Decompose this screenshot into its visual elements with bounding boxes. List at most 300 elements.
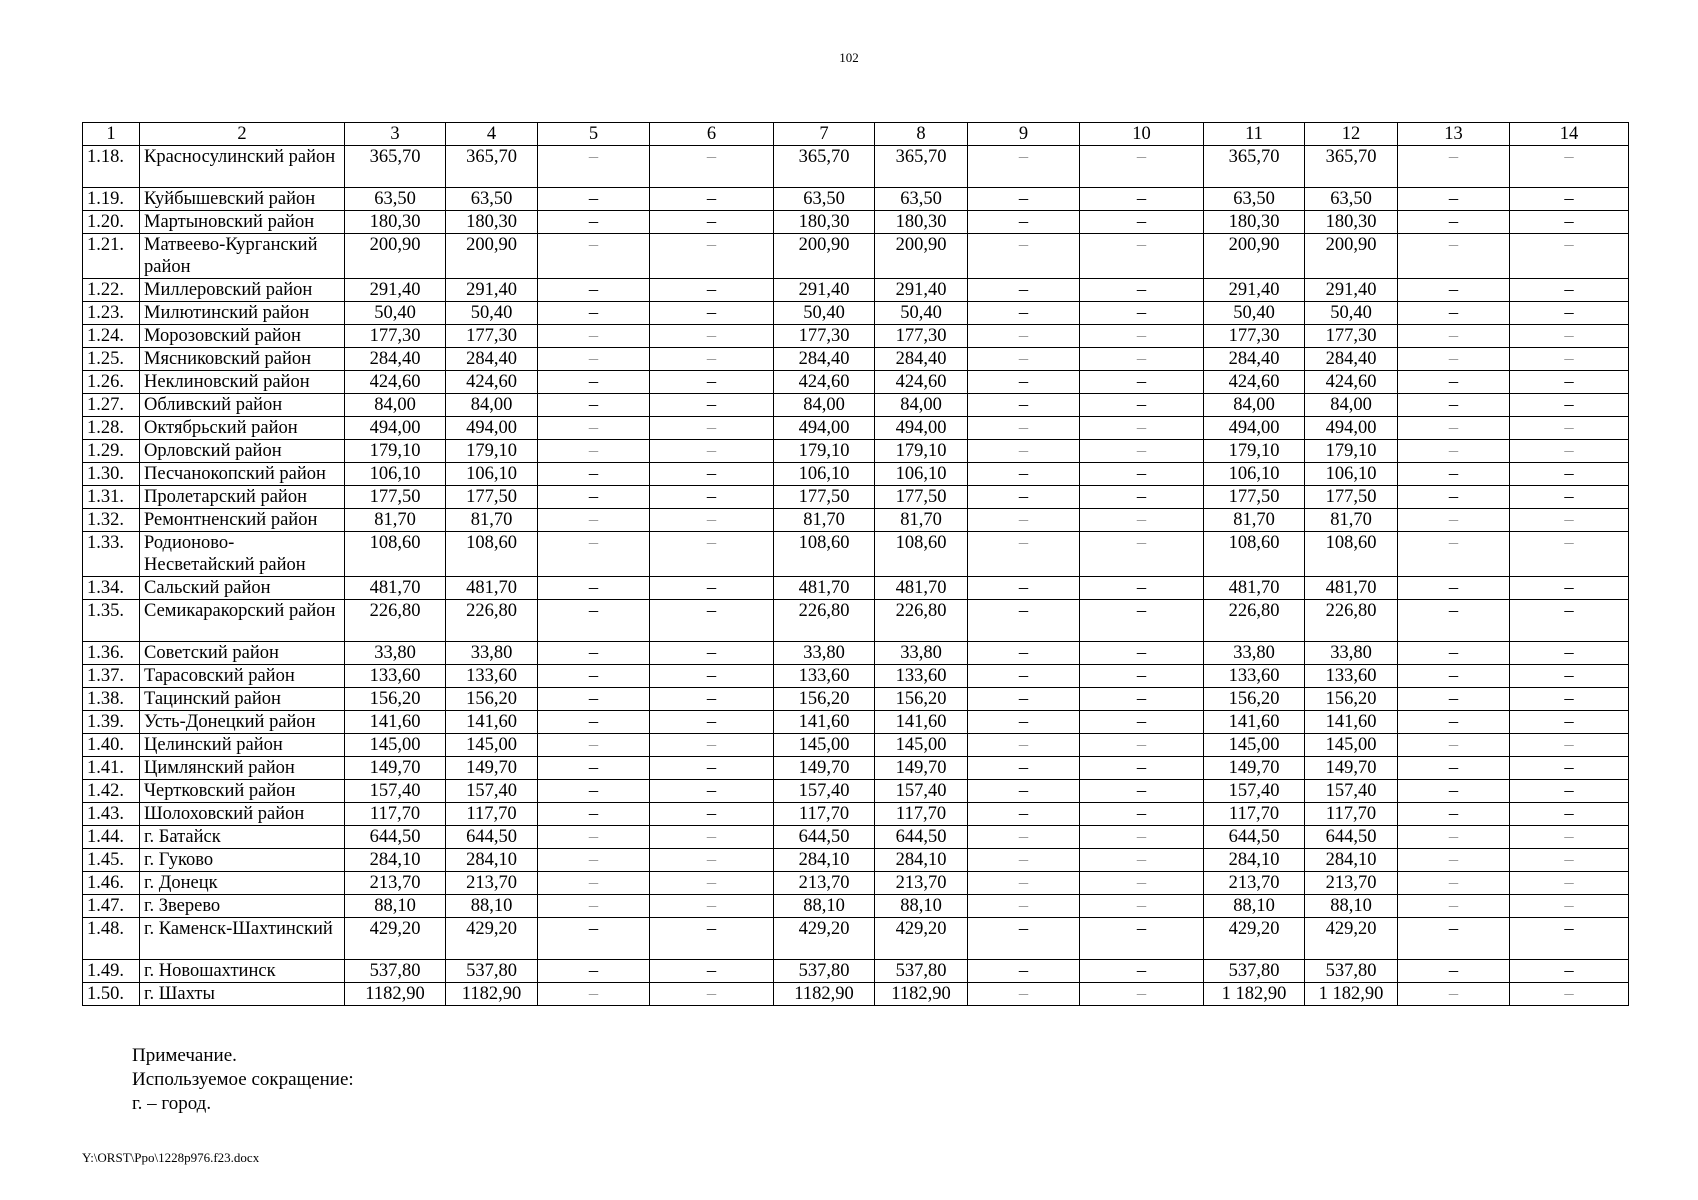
empty-value-cell: – [968, 440, 1080, 463]
row-number-cell: 1.33. [83, 532, 140, 577]
value-cell: 213,70 [1204, 872, 1305, 895]
table-row [83, 918, 1629, 960]
empty-value-cell: – [1510, 665, 1629, 688]
value-cell: 106,10 [345, 463, 446, 486]
empty-value-cell: – [538, 302, 650, 325]
value-cell: 537,80 [446, 960, 538, 983]
value-cell: 81,70 [875, 509, 968, 532]
empty-value-cell: – [538, 960, 650, 983]
empty-value-cell: – [650, 146, 774, 188]
empty-value-cell: – [650, 302, 774, 325]
empty-value-cell: – [650, 918, 774, 960]
value-cell: 177,50 [875, 486, 968, 509]
table-row [83, 960, 1629, 983]
value-cell: 429,20 [1305, 918, 1398, 960]
value-cell: 429,20 [446, 918, 538, 960]
value-cell: 284,10 [345, 849, 446, 872]
empty-value-cell: – [968, 872, 1080, 895]
empty-value-cell: – [968, 895, 1080, 918]
value-cell: 33,80 [1204, 642, 1305, 665]
value-cell: 88,10 [1204, 895, 1305, 918]
empty-value-cell: – [538, 325, 650, 348]
value-cell: 424,60 [875, 371, 968, 394]
value-cell: 141,60 [1204, 711, 1305, 734]
empty-value-cell: – [968, 146, 1080, 188]
empty-value-cell: – [1080, 600, 1204, 642]
value-cell: 213,70 [446, 872, 538, 895]
empty-value-cell: – [1398, 642, 1510, 665]
value-cell: 81,70 [774, 509, 875, 532]
empty-value-cell: – [1510, 895, 1629, 918]
value-cell: 537,80 [875, 960, 968, 983]
table-header-row [83, 123, 1629, 146]
empty-value-cell: – [650, 348, 774, 371]
empty-value-cell: – [538, 688, 650, 711]
row-number-cell: 1.24. [83, 325, 140, 348]
row-number-cell: 1.18. [83, 146, 140, 188]
district-name-cell: г. Гуково [140, 849, 345, 872]
data-table [82, 122, 1629, 1006]
empty-value-cell: – [1510, 509, 1629, 532]
table-row [83, 348, 1629, 371]
value-cell: 33,80 [774, 642, 875, 665]
empty-value-cell: – [650, 826, 774, 849]
empty-value-cell: – [1080, 734, 1204, 757]
district-name-cell: г. Донецк [140, 872, 345, 895]
value-cell: 145,00 [1204, 734, 1305, 757]
empty-value-cell: – [1080, 642, 1204, 665]
value-cell: 481,70 [1305, 577, 1398, 600]
value-cell: 1182,90 [774, 983, 875, 1006]
value-cell: 117,70 [1204, 803, 1305, 826]
note-abbreviation-item: г. – город. [132, 1093, 212, 1114]
value-cell: 63,50 [345, 188, 446, 211]
empty-value-cell: – [968, 188, 1080, 211]
value-cell: 180,30 [345, 211, 446, 234]
empty-value-cell: – [538, 440, 650, 463]
row-number-cell: 1.29. [83, 440, 140, 463]
value-cell: 481,70 [446, 577, 538, 600]
table-row [83, 509, 1629, 532]
empty-value-cell: – [1080, 394, 1204, 417]
value-cell: 149,70 [345, 757, 446, 780]
value-cell: 177,50 [1305, 486, 1398, 509]
empty-value-cell: – [1398, 325, 1510, 348]
value-cell: 106,10 [774, 463, 875, 486]
value-cell: 177,30 [446, 325, 538, 348]
district-name-cell: Миллеровский район [140, 279, 345, 302]
value-cell: 141,60 [446, 711, 538, 734]
value-cell: 149,70 [774, 757, 875, 780]
empty-value-cell: – [538, 757, 650, 780]
empty-value-cell: – [538, 509, 650, 532]
empty-value-cell: – [968, 371, 1080, 394]
empty-value-cell: – [538, 394, 650, 417]
district-name-cell: Морозовский район [140, 325, 345, 348]
empty-value-cell: – [968, 417, 1080, 440]
empty-value-cell: – [1510, 394, 1629, 417]
empty-value-cell: – [1398, 211, 1510, 234]
value-cell: 157,40 [774, 780, 875, 803]
empty-value-cell: – [1398, 600, 1510, 642]
district-name-cell: Мясниковский район [140, 348, 345, 371]
empty-value-cell: – [968, 665, 1080, 688]
district-name-cell: г. Шахты [140, 983, 345, 1006]
empty-value-cell: – [1398, 711, 1510, 734]
value-cell: 424,60 [1305, 371, 1398, 394]
table-row [83, 577, 1629, 600]
empty-value-cell: – [1080, 849, 1204, 872]
empty-value-cell: – [650, 486, 774, 509]
empty-value-cell: – [538, 146, 650, 188]
table-row [83, 711, 1629, 734]
empty-value-cell: – [968, 486, 1080, 509]
value-cell: 494,00 [774, 417, 875, 440]
value-cell: 117,70 [446, 803, 538, 826]
table-row [83, 279, 1629, 302]
value-cell: 284,40 [1305, 348, 1398, 371]
value-cell: 81,70 [1305, 509, 1398, 532]
empty-value-cell: – [538, 849, 650, 872]
empty-value-cell: – [1510, 711, 1629, 734]
value-cell: 50,40 [446, 302, 538, 325]
value-cell: 149,70 [875, 757, 968, 780]
table-row [83, 234, 1629, 279]
value-cell: 84,00 [345, 394, 446, 417]
district-name-cell: Родионово-Несветайский район [140, 532, 345, 577]
table-row [83, 325, 1629, 348]
value-cell: 365,70 [1204, 146, 1305, 188]
district-name-cell: Тарасовский район [140, 665, 345, 688]
header-cell: 2 [140, 123, 345, 146]
value-cell: 424,60 [1204, 371, 1305, 394]
empty-value-cell: – [650, 211, 774, 234]
value-cell: 177,30 [875, 325, 968, 348]
empty-value-cell: – [650, 234, 774, 279]
table-row [83, 688, 1629, 711]
empty-value-cell: – [1398, 734, 1510, 757]
header-cell: 6 [650, 123, 774, 146]
table-row [83, 211, 1629, 234]
value-cell: 180,30 [1305, 211, 1398, 234]
header-cell: 3 [345, 123, 446, 146]
table-row [83, 983, 1629, 1006]
empty-value-cell: – [538, 642, 650, 665]
empty-value-cell: – [1398, 486, 1510, 509]
empty-value-cell: – [1510, 463, 1629, 486]
empty-value-cell: – [538, 711, 650, 734]
row-number-cell: 1.28. [83, 417, 140, 440]
empty-value-cell: – [1398, 983, 1510, 1006]
district-name-cell: Матвеево-Курганский район [140, 234, 345, 279]
value-cell: 291,40 [345, 279, 446, 302]
value-cell: 63,50 [1204, 188, 1305, 211]
value-cell: 63,50 [774, 188, 875, 211]
value-cell: 133,60 [1305, 665, 1398, 688]
empty-value-cell: – [1510, 348, 1629, 371]
value-cell: 81,70 [1204, 509, 1305, 532]
empty-value-cell: – [1510, 642, 1629, 665]
value-cell: 179,10 [345, 440, 446, 463]
value-cell: 108,60 [1204, 532, 1305, 577]
empty-value-cell: – [1510, 983, 1629, 1006]
header-cell: 14 [1510, 123, 1629, 146]
value-cell: 365,70 [345, 146, 446, 188]
value-cell: 213,70 [875, 872, 968, 895]
empty-value-cell: – [968, 757, 1080, 780]
empty-value-cell: – [1398, 371, 1510, 394]
document-file-path: Y:\ORST\Ppo\1228p976.f23.docx [82, 1150, 260, 1165]
table-row [83, 826, 1629, 849]
empty-value-cell: – [1080, 279, 1204, 302]
empty-value-cell: – [1398, 872, 1510, 895]
empty-value-cell: – [538, 486, 650, 509]
value-cell: 494,00 [1305, 417, 1398, 440]
empty-value-cell: – [968, 211, 1080, 234]
empty-value-cell: – [1510, 849, 1629, 872]
empty-value-cell: – [968, 849, 1080, 872]
note-abbreviation-heading: Используемое сокращение: [132, 1069, 354, 1090]
value-cell: 141,60 [875, 711, 968, 734]
table-row [83, 849, 1629, 872]
value-cell: 84,00 [1204, 394, 1305, 417]
empty-value-cell: – [1510, 417, 1629, 440]
row-number-cell: 1.39. [83, 711, 140, 734]
district-name-cell: Шолоховский район [140, 803, 345, 826]
value-cell: 106,10 [1204, 463, 1305, 486]
empty-value-cell: – [1510, 826, 1629, 849]
value-cell: 81,70 [345, 509, 446, 532]
empty-value-cell: – [1080, 302, 1204, 325]
empty-value-cell: – [968, 325, 1080, 348]
empty-value-cell: – [1398, 417, 1510, 440]
empty-value-cell: – [1398, 532, 1510, 577]
value-cell: 133,60 [875, 665, 968, 688]
empty-value-cell: – [1080, 417, 1204, 440]
empty-value-cell: – [650, 188, 774, 211]
value-cell: 180,30 [774, 211, 875, 234]
empty-value-cell: – [1510, 486, 1629, 509]
district-name-cell: Красносулинский район [140, 146, 345, 188]
district-name-cell: г. Батайск [140, 826, 345, 849]
value-cell: 226,80 [1204, 600, 1305, 642]
value-cell: 50,40 [345, 302, 446, 325]
value-cell: 537,80 [345, 960, 446, 983]
value-cell: 156,20 [1204, 688, 1305, 711]
empty-value-cell: – [1080, 188, 1204, 211]
value-cell: 226,80 [774, 600, 875, 642]
value-cell: 213,70 [774, 872, 875, 895]
value-cell: 156,20 [446, 688, 538, 711]
empty-value-cell: – [650, 463, 774, 486]
empty-value-cell: – [968, 983, 1080, 1006]
value-cell: 180,30 [1204, 211, 1305, 234]
empty-value-cell: – [1398, 757, 1510, 780]
empty-value-cell: – [1080, 325, 1204, 348]
empty-value-cell: – [538, 348, 650, 371]
value-cell: 180,30 [446, 211, 538, 234]
empty-value-cell: – [1080, 826, 1204, 849]
empty-value-cell: – [650, 872, 774, 895]
value-cell: 429,20 [345, 918, 446, 960]
row-number-cell: 1.25. [83, 348, 140, 371]
header-cell: 12 [1305, 123, 1398, 146]
value-cell: 50,40 [875, 302, 968, 325]
empty-value-cell: – [538, 803, 650, 826]
value-cell: 177,50 [446, 486, 538, 509]
value-cell: 33,80 [345, 642, 446, 665]
value-cell: 291,40 [446, 279, 538, 302]
district-name-cell: Песчанокопский район [140, 463, 345, 486]
empty-value-cell: – [538, 734, 650, 757]
table-body [83, 123, 1629, 1006]
value-cell: 365,70 [1305, 146, 1398, 188]
value-cell: 145,00 [875, 734, 968, 757]
value-cell: 157,40 [875, 780, 968, 803]
value-cell: 117,70 [345, 803, 446, 826]
table-row [83, 642, 1629, 665]
district-name-cell: Неклиновский район [140, 371, 345, 394]
empty-value-cell: – [1510, 600, 1629, 642]
empty-value-cell: – [1398, 440, 1510, 463]
value-cell: 226,80 [875, 600, 968, 642]
empty-value-cell: – [1398, 348, 1510, 371]
empty-value-cell: – [650, 577, 774, 600]
value-cell: 50,40 [1305, 302, 1398, 325]
value-cell: 88,10 [446, 895, 538, 918]
empty-value-cell: – [1510, 803, 1629, 826]
row-number-cell: 1.23. [83, 302, 140, 325]
empty-value-cell: – [650, 849, 774, 872]
district-name-cell: Пролетарский район [140, 486, 345, 509]
empty-value-cell: – [538, 983, 650, 1006]
row-number-cell: 1.40. [83, 734, 140, 757]
value-cell: 644,50 [446, 826, 538, 849]
empty-value-cell: – [538, 826, 650, 849]
empty-value-cell: – [650, 757, 774, 780]
empty-value-cell: – [1398, 302, 1510, 325]
row-number-cell: 1.36. [83, 642, 140, 665]
row-number-cell: 1.35. [83, 600, 140, 642]
empty-value-cell: – [1080, 486, 1204, 509]
table-row [83, 463, 1629, 486]
value-cell: 145,00 [1305, 734, 1398, 757]
value-cell: 424,60 [345, 371, 446, 394]
table-row [83, 188, 1629, 211]
value-cell: 226,80 [345, 600, 446, 642]
empty-value-cell: – [968, 803, 1080, 826]
value-cell: 156,20 [1305, 688, 1398, 711]
empty-value-cell: – [1080, 895, 1204, 918]
empty-value-cell: – [1080, 211, 1204, 234]
value-cell: 284,10 [446, 849, 538, 872]
row-number-cell: 1.42. [83, 780, 140, 803]
value-cell: 88,10 [345, 895, 446, 918]
empty-value-cell: – [1510, 577, 1629, 600]
value-cell: 494,00 [875, 417, 968, 440]
value-cell: 117,70 [1305, 803, 1398, 826]
value-cell: 644,50 [774, 826, 875, 849]
table-row [83, 532, 1629, 577]
value-cell: 149,70 [1305, 757, 1398, 780]
district-name-cell: Мартыновский район [140, 211, 345, 234]
value-cell: 1182,90 [345, 983, 446, 1006]
district-name-cell: Цимлянский район [140, 757, 345, 780]
value-cell: 291,40 [1305, 279, 1398, 302]
empty-value-cell: – [968, 600, 1080, 642]
value-cell: 200,90 [446, 234, 538, 279]
table-row [83, 734, 1629, 757]
empty-value-cell: – [650, 734, 774, 757]
value-cell: 50,40 [1204, 302, 1305, 325]
empty-value-cell: – [538, 279, 650, 302]
empty-value-cell: – [538, 417, 650, 440]
empty-value-cell: – [1080, 463, 1204, 486]
value-cell: 141,60 [345, 711, 446, 734]
table-row [83, 803, 1629, 826]
value-cell: 117,70 [875, 803, 968, 826]
value-cell: 213,70 [1305, 872, 1398, 895]
empty-value-cell: – [1510, 325, 1629, 348]
header-cell: 5 [538, 123, 650, 146]
empty-value-cell: – [968, 711, 1080, 734]
empty-value-cell: – [538, 577, 650, 600]
value-cell: 365,70 [446, 146, 538, 188]
table-row [83, 146, 1629, 188]
header-cell: 13 [1398, 123, 1510, 146]
table-row [83, 440, 1629, 463]
empty-value-cell: – [1398, 234, 1510, 279]
empty-value-cell: – [1398, 394, 1510, 417]
value-cell: 84,00 [774, 394, 875, 417]
empty-value-cell: – [538, 872, 650, 895]
empty-value-cell: – [1398, 918, 1510, 960]
value-cell: 180,30 [875, 211, 968, 234]
empty-value-cell: – [650, 780, 774, 803]
header-cell: 10 [1080, 123, 1204, 146]
value-cell: 429,20 [875, 918, 968, 960]
value-cell: 365,70 [875, 146, 968, 188]
value-cell: 291,40 [774, 279, 875, 302]
row-number-cell: 1.19. [83, 188, 140, 211]
value-cell: 157,40 [1204, 780, 1305, 803]
header-cell: 4 [446, 123, 538, 146]
value-cell: 145,00 [774, 734, 875, 757]
value-cell: 133,60 [774, 665, 875, 688]
empty-value-cell: – [968, 532, 1080, 577]
empty-value-cell: – [650, 642, 774, 665]
row-number-cell: 1.30. [83, 463, 140, 486]
value-cell: 117,70 [774, 803, 875, 826]
value-cell: 644,50 [875, 826, 968, 849]
value-cell: 108,60 [345, 532, 446, 577]
value-cell: 108,60 [1305, 532, 1398, 577]
value-cell: 156,20 [875, 688, 968, 711]
value-cell: 200,90 [1305, 234, 1398, 279]
value-cell: 133,60 [1204, 665, 1305, 688]
empty-value-cell: – [1080, 872, 1204, 895]
value-cell: 424,60 [774, 371, 875, 394]
value-cell: 50,40 [774, 302, 875, 325]
value-cell: 365,70 [774, 146, 875, 188]
empty-value-cell: – [650, 711, 774, 734]
empty-value-cell: – [1510, 371, 1629, 394]
empty-value-cell: – [1398, 780, 1510, 803]
empty-value-cell: – [1398, 849, 1510, 872]
header-cell: 11 [1204, 123, 1305, 146]
value-cell: 145,00 [345, 734, 446, 757]
row-number-cell: 1.43. [83, 803, 140, 826]
